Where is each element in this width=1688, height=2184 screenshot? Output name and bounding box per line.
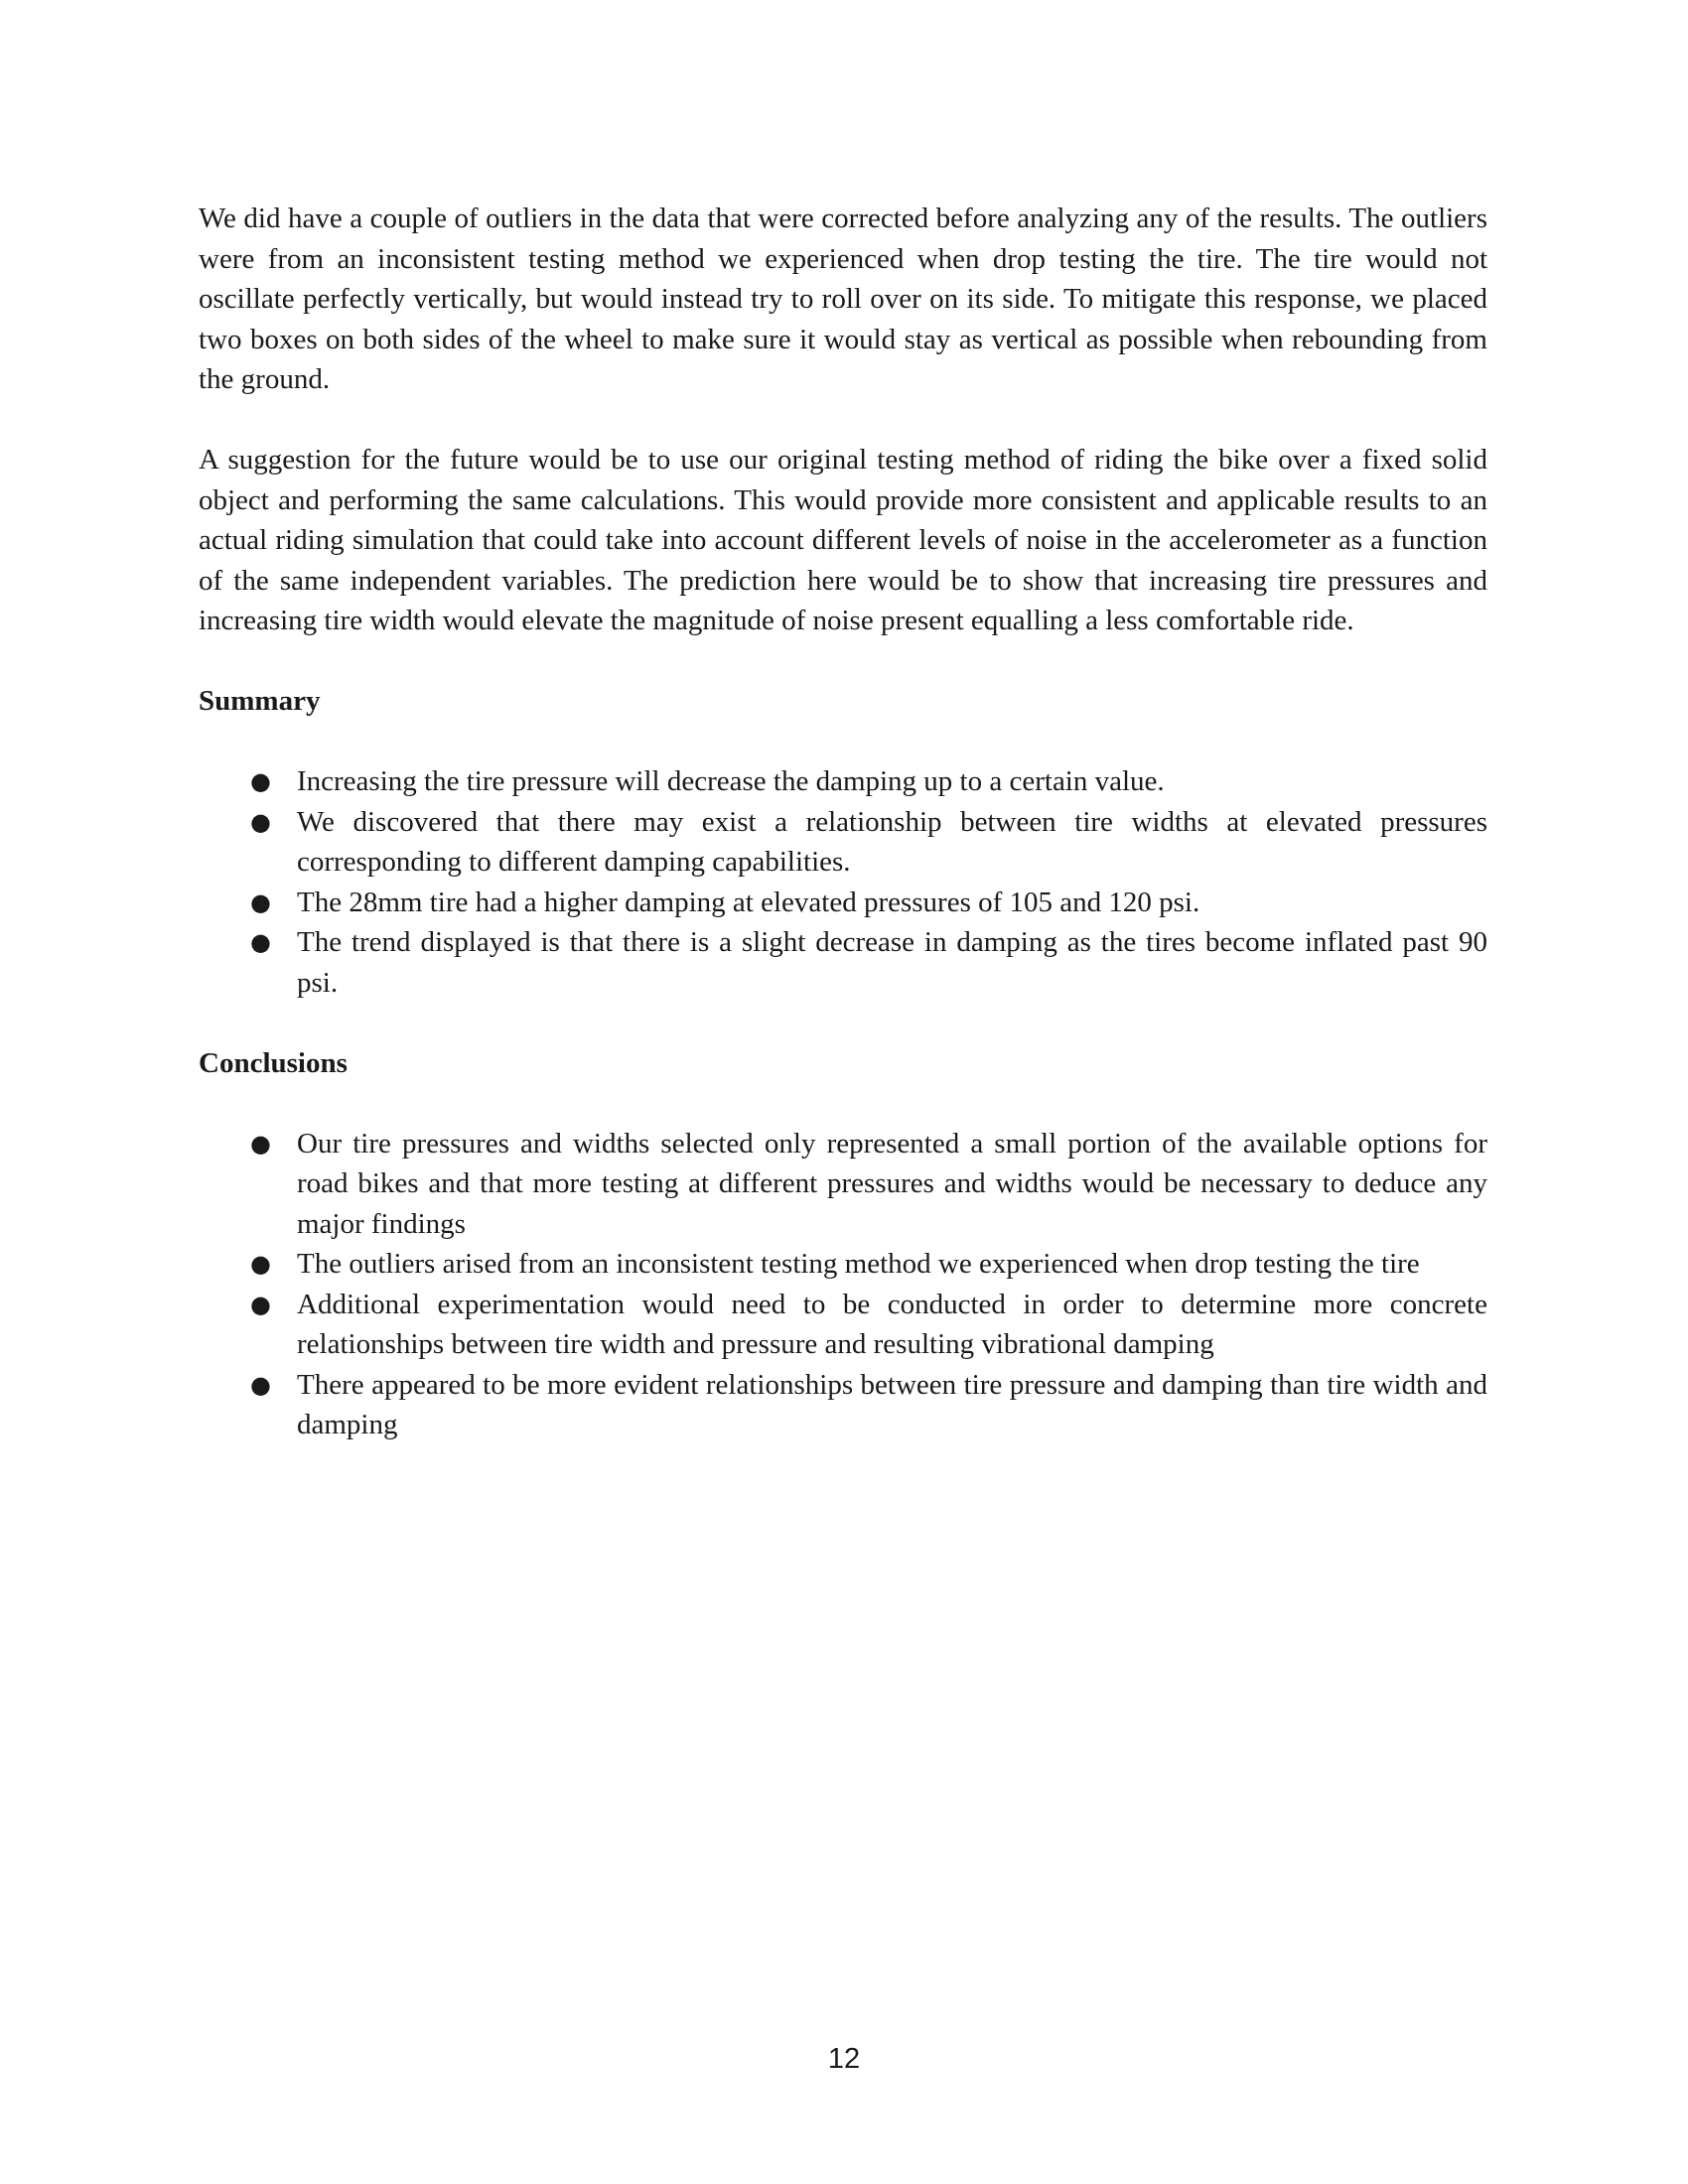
list-item: ● The trend displayed is that there is a slight decrease in damping as the tires become inflated past 90 psi. — [199, 922, 1487, 1003]
bullet-icon: ● — [250, 767, 271, 795]
list-item: ● Additional experimentation would need to be conducted in order to determine more concrete relationships between tire width and pressure and resulting vibrational damping — [199, 1285, 1487, 1365]
page-body — [199, 199, 1487, 1445]
list-item: ● Increasing the tire pressure will decrease the damping up to a certain value. — [199, 761, 1487, 802]
summary-list — [199, 761, 1487, 1003]
conclusions-heading: Conclusions — [199, 1046, 348, 1079]
paragraph-outliers: We did have a couple of outliers in the data that were corrected before analyzing any of the results. The outliers were from an inconsistent testing method we experienced when drop testing the tire. The tire would not oscillate perfectly vertically, but would instead try to roll over on its side. To mitigate this response, we placed two boxes on both sides of the wheel to make sure it would stay as vertical as possible when rebounding from the ground. — [199, 203, 1487, 395]
summary-heading: Summary — [199, 685, 321, 717]
list-item: ● We discovered that there may exist a relationship between tire widths at elevated pressures corresponding to different damping capabilities. — [199, 802, 1487, 883]
bullet-icon: ● — [250, 887, 271, 916]
list-item: ● The 28mm tire had a higher damping at elevated pressures of 105 and 120 psi. — [199, 883, 1487, 923]
bullet-icon: ● — [250, 1290, 271, 1318]
list-item: ● The outliers arised from an inconsistent testing method we experienced when drop testing the tire — [199, 1244, 1487, 1285]
bullet-icon: ● — [250, 1129, 271, 1158]
list-item: ● Our tire pressures and widths selected only represented a small portion of the available options for road bikes and that more testing at different pressures and widths would be necessary to deduce any major findings — [199, 1124, 1487, 1245]
bullet-icon: ● — [250, 1370, 271, 1399]
bullet-icon: ● — [250, 1250, 271, 1278]
page-number: 12 — [827, 2043, 861, 2075]
bullet-icon: ● — [250, 928, 271, 956]
conclusions-list — [199, 1124, 1487, 1445]
paragraph-future-suggestion: A suggestion for the future would be to use our original testing method of riding the bike over a fixed solid object and performing the same calculations. This would provide more consistent and applicable results to an actual riding simulation that could take into account different levels of noise in the accelerometer as a function of the same independent variables. The prediction here would be to show that increasing tire pressures and increasing tire width would elevate the magnitude of noise present equalling a less comfortable ride. — [199, 444, 1487, 636]
bullet-icon: ● — [250, 807, 271, 836]
list-item: ● There appeared to be more evident relationships between tire pressure and damping than tire width and damping — [199, 1365, 1487, 1445]
